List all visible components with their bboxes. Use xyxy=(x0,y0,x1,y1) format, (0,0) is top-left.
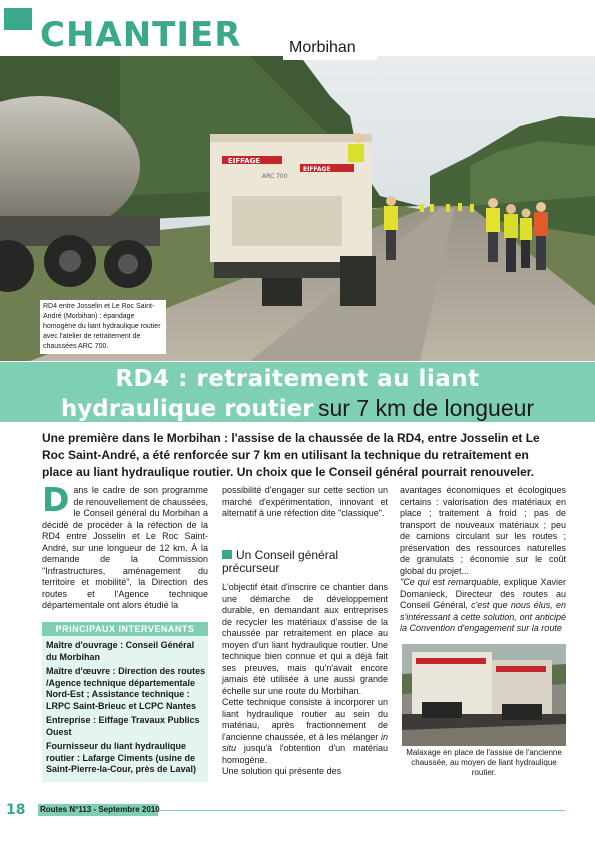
headline-line2-bold: hydraulique routier xyxy=(60,396,314,422)
svg-text:EIFFAGE: EIFFAGE xyxy=(303,166,331,173)
contributor-entry: Fournisseur du liant hydraulique routier : Lafarge Ciments (usine de Saint-Pierre-la-Cour, près de Laval) xyxy=(46,741,197,774)
headline-line2-thin: sur 7 km de longueur xyxy=(318,395,535,421)
photo-caption: RD4 entre Josselin et Le Roc Saint-André (Morbihan) : épandage homogène du liant hydraulique routier avec l'atelier de retraitement de chaussées ARC 700. xyxy=(40,300,166,354)
page-number: 18 xyxy=(6,802,26,818)
machine-brand-label: EIFFAGE xyxy=(228,157,261,165)
publication-info: Routes N°113 - Septembre 2010 xyxy=(40,805,160,814)
column-2-body: L'objectif était d'inscrire ce chantier dans une démarche de développement durable, en demandant aux entreprises de recycler les matériaux d'assise de la chaussée par retraitement en place au moyen d'un liant hydraulique routier. Une technique bien connue et qui a déjà fait ses preuves, mais qu'n'avait encore jamais été utilisée à une aussi grande échelle sur une route du Morbihan. Cette technique consiste à incorporer un liant hydraulique routier au sein du matériau, après fractionnement de l'ancienne chaussée, et à les mélanger in situ jusqu'à l'obtention d'un matériau homogène. Une solution qui présente des xyxy=(222,582,388,776)
column-2-top: possibilité d'engager sur cette section un marché d'expérimentation, innovant et alternatif à une réfection dite "classique". xyxy=(222,485,388,518)
contributors-box-title: PRINCIPAUX INTERVENANTS xyxy=(42,622,208,636)
column-1-text: ans le cadre de son programme de renouvellement de chaussées, le Conseil général du Morbihan a décidé de procéder à la réfection de la RD4 entre Josselin et Le Roc Saint-André, sur une longueur de 12 km. À la demande de la Commission "Infrastructures, aménagement du territoire et mobilité", la Direction des routes et l'Agence technique départementale ont alors étudié la xyxy=(42,485,208,610)
subheading-marker xyxy=(222,550,232,559)
drop-cap: D xyxy=(42,480,70,519)
section-title: CHANTIER xyxy=(40,15,242,55)
column-3: avantages économiques et écologiques certains : valorisation des matériaux en place ; traitement à froid ; pas de transport de nouveaux matériaux ; peu de camions circulant sur les routes ; préservation des ressources naturelles de granulats ; économie sur le coût global du projet... "Ce qui est remarquable, explique Xavier Domanieck, Directeur des routes au Conseil Général, c'est que nous élus, en s'intéressant à cette solution, ont anticipé la Convention d'engagement sur la route xyxy=(400,485,566,633)
machine-model-label: ARC 700 xyxy=(262,173,288,180)
region-label: Morbihan xyxy=(283,36,377,60)
footer-rule xyxy=(160,810,565,811)
section-marker xyxy=(4,8,32,30)
secondary-photo xyxy=(402,644,566,746)
subheading: Un Conseil général précurseur xyxy=(222,548,339,575)
headline-line1: RD4 : retraitement au liant xyxy=(115,366,480,392)
contributor-entry: Entreprise : Eiffage Travaux Publics Ouest xyxy=(46,715,200,737)
column-1 xyxy=(42,480,208,612)
contributor-entry: Maître d'ouvrage : Conseil Général du Morbihan xyxy=(46,640,195,662)
secondary-photo-caption: Malaxage en place de l'assise de l'ancienne chaussée, au moyen de liant hydraulique routier. xyxy=(406,748,562,777)
contributor-entry: Maître d'œuvre : Direction des routes /Agence technique départementale Nord-Est ; Assistance technique : LRPC Saint-Brieuc et LCPC Nantes xyxy=(46,666,206,711)
contributors-box-body xyxy=(46,640,206,779)
headline-line2 xyxy=(0,393,595,427)
lead-paragraph: Une première dans le Morbihan : l'assise de la chaussée de la RD4, entre Josselin et Le Roc Saint-André, a été renforcée sur 7 km en utilisant la technique du retraitement en place au liant hydraulique routier. Un choix que le Conseil général pourrait renouveler. xyxy=(42,431,540,479)
